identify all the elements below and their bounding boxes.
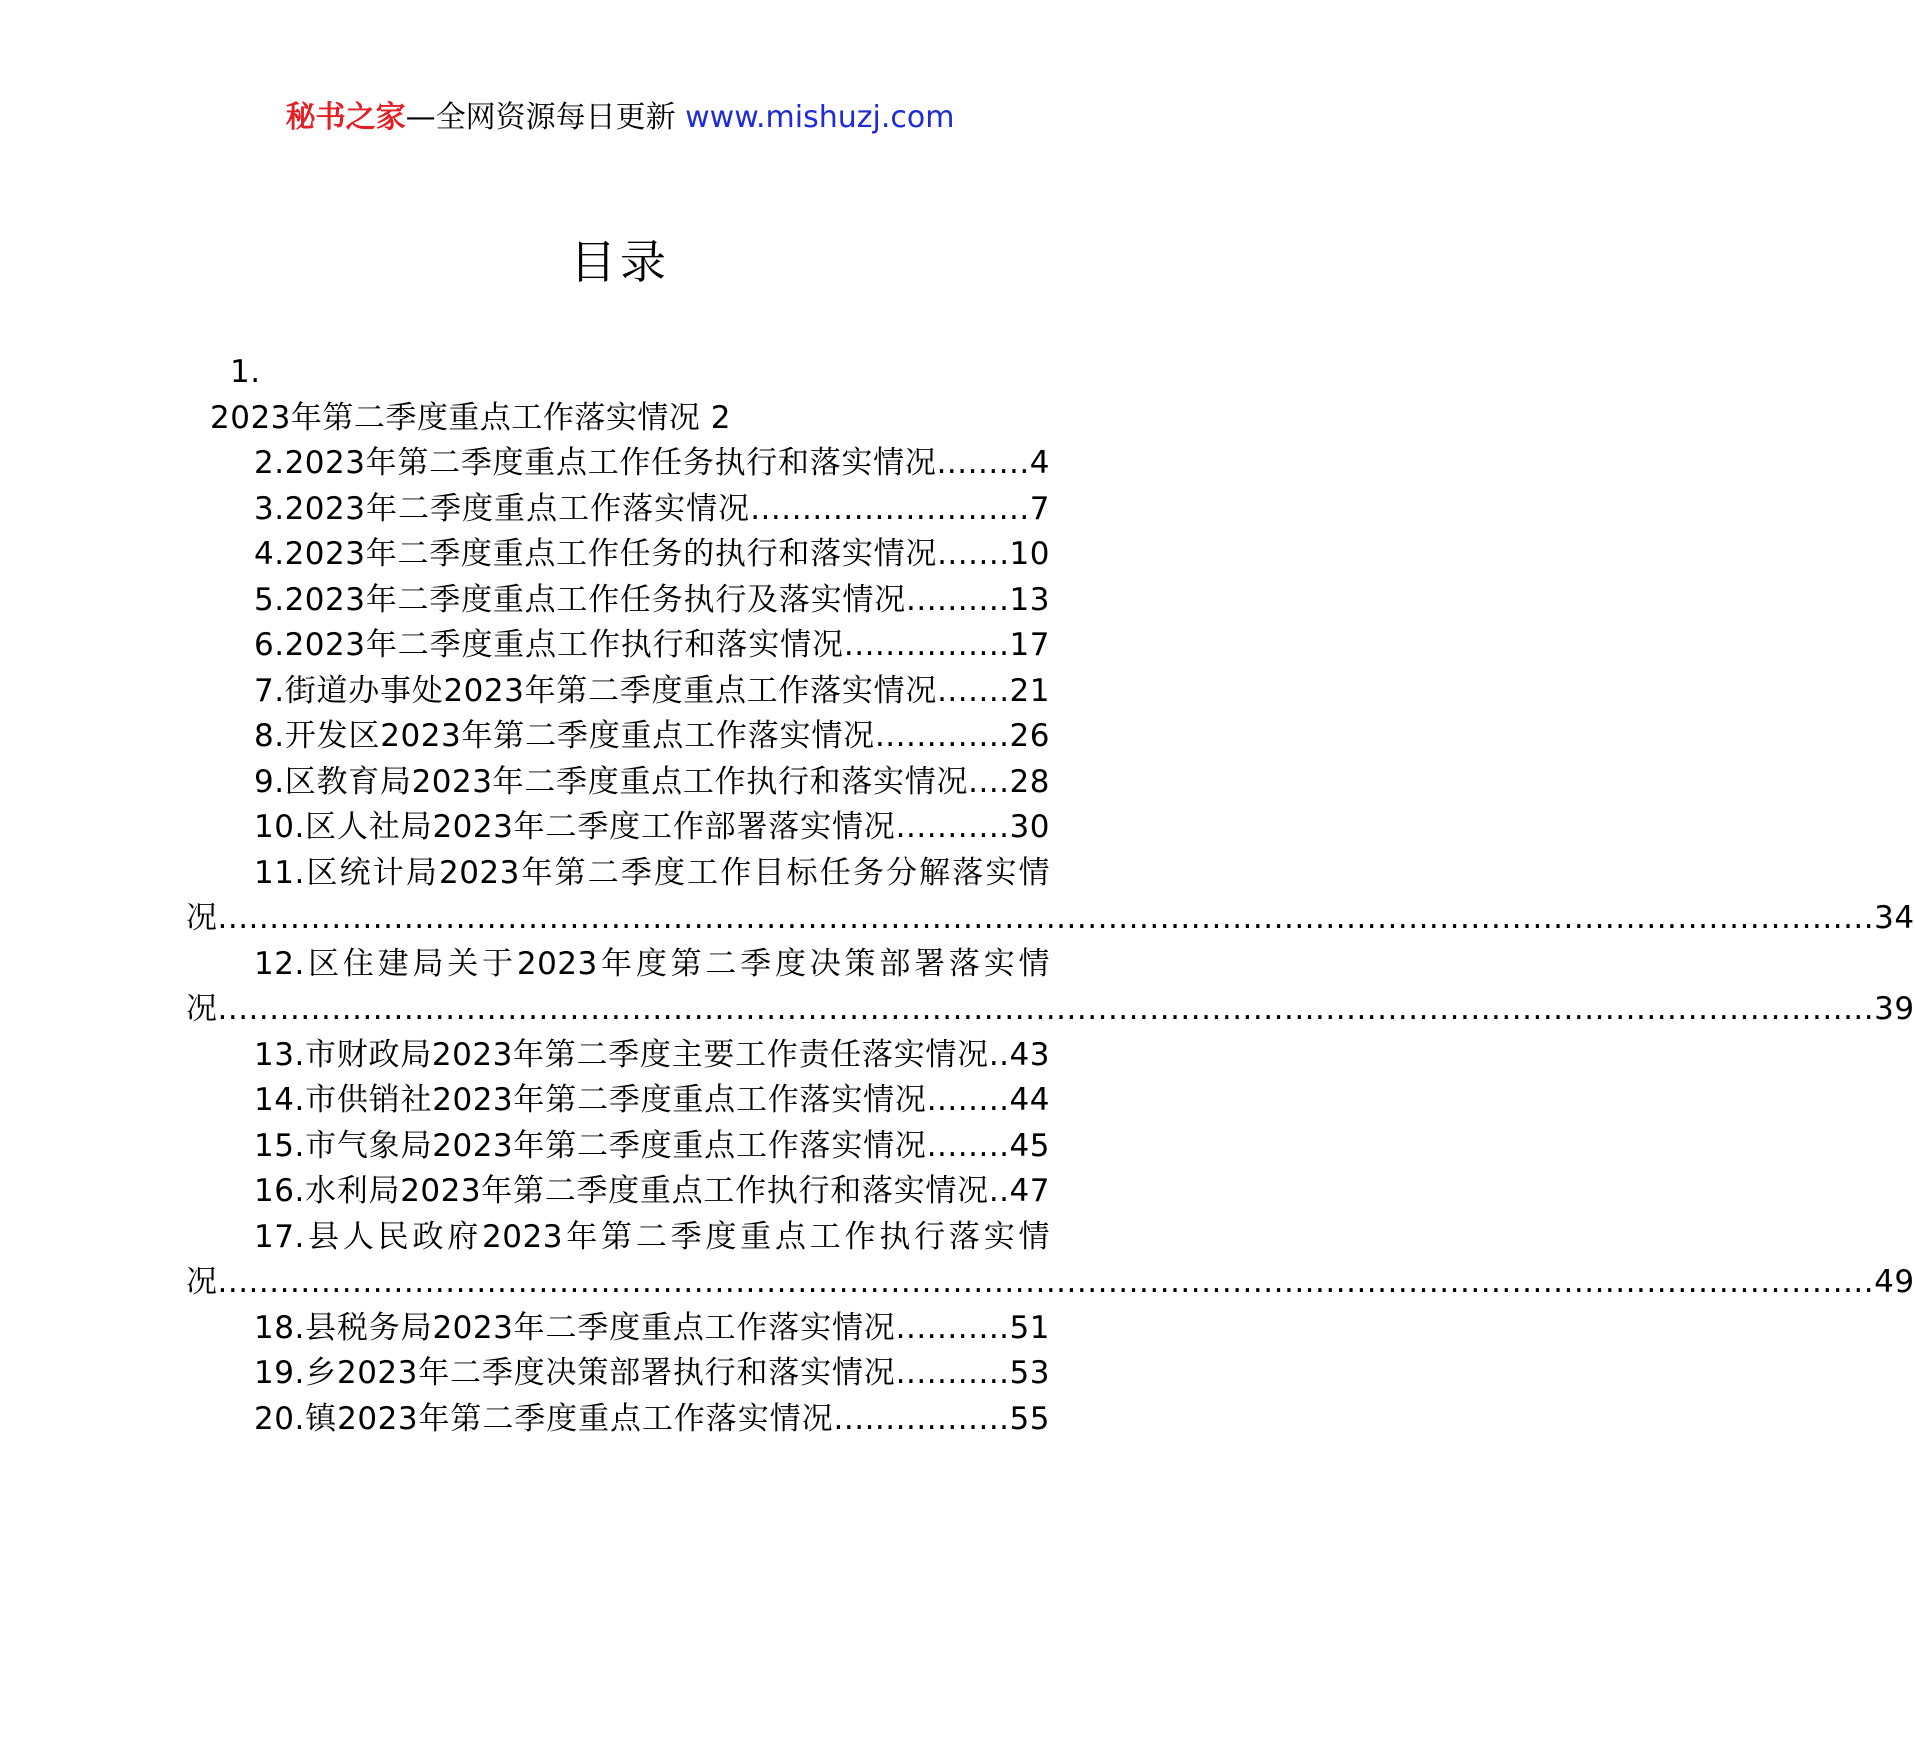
toc-entry-title: 开发区2023年第二季度重点工作落实情况 — [284, 718, 875, 754]
toc-entry-page: 4 — [1029, 445, 1050, 481]
toc-entry[interactable] — [186, 1169, 1050, 1215]
toc-entry-title: 2023年二季度重点工作落实情况 — [284, 490, 751, 527]
toc-entry-number: 14. — [254, 1082, 305, 1118]
toc-entry-body — [186, 396, 1050, 442]
toc-entry[interactable] — [186, 1078, 1050, 1124]
toc-entry-page: 2 — [710, 399, 731, 436]
toc-entry-page: 10 — [1009, 536, 1050, 572]
toc-entry-title: 2023年二季度重点工作任务的执行和落实情况. — [284, 536, 948, 572]
toc-entry-title: 乡2023年二季度决策部署执行和落实情况 — [304, 1355, 896, 1391]
toc-dot-leader: ........... — [895, 1309, 1010, 1346]
toc-entry[interactable] — [186, 1397, 1050, 1443]
toc-entry-title: 2023年二季度重点工作任务执行及落实情况 — [284, 581, 906, 618]
toc-entry-number: 6. — [254, 627, 285, 663]
toc-entry-number: 18. — [254, 1309, 305, 1346]
toc-entry[interactable] — [186, 532, 1050, 578]
toc-entry-number: 12. — [254, 945, 305, 982]
table-of-contents — [186, 350, 1915, 1442]
toc-entry[interactable] — [186, 851, 1915, 942]
toc-dot-leader: .... — [968, 763, 1010, 800]
toc-dot-leader: .......... — [906, 581, 1010, 618]
toc-entry-page: 17 — [1009, 627, 1050, 663]
toc-entry-title: 区统计局2023年第二季度工作目标任务分解落实情况 — [186, 854, 1050, 936]
toc-entry-title: 2023年第二季度重点工作落实情况 — [210, 399, 701, 436]
toc-entry-number: 11. — [254, 854, 305, 891]
toc-entry[interactable] — [186, 1351, 1050, 1397]
toc-entry-page: 49 — [1874, 1264, 1915, 1300]
toc-entry-page: 26 — [1009, 718, 1050, 754]
toc-dot-leader: ...... — [947, 672, 1010, 709]
toc-entry-page: 7 — [1029, 490, 1050, 527]
brand-name: 秘书之家 — [285, 100, 406, 135]
toc-entry[interactable] — [186, 623, 1050, 669]
toc-entry-number: 13. — [254, 1036, 305, 1073]
toc-entry-title: 市供销社2023年第二季度重点工作落实情况 — [304, 1082, 927, 1118]
page-title: 目录 — [570, 235, 670, 289]
toc-dot-leader: ......... — [936, 445, 1030, 481]
toc-entry-number: 1. — [230, 354, 261, 390]
toc-dot-leader: ................................................................................................................................................................ — [217, 1264, 1875, 1300]
toc-dot-leader: ................. — [833, 1400, 1010, 1437]
toc-entry[interactable] — [186, 578, 1050, 624]
toc-dot-leader: .. — [988, 1036, 1010, 1073]
toc-entry-title: 街道办事处2023年第二季度重点工作落实情况. — [284, 672, 948, 709]
toc-entry-number: 20. — [254, 1400, 305, 1437]
toc-entry-page: 47 — [1009, 1173, 1050, 1209]
toc-entry-page: 53 — [1009, 1355, 1050, 1391]
toc-entry[interactable] — [186, 441, 1050, 487]
toc-entry-page: 34 — [1874, 900, 1915, 936]
toc-entry-number: 16. — [254, 1173, 305, 1209]
toc-entry-page: 21 — [1009, 672, 1050, 709]
toc-entry-title: 区人社局2023年二季度工作部署落实情况 — [304, 809, 896, 845]
toc-entry-number: 8. — [254, 718, 285, 754]
toc-entry-page: 44 — [1009, 1082, 1050, 1118]
toc-entry-page: 13 — [1009, 581, 1050, 618]
toc-dot-leader: ........ — [926, 1127, 1010, 1164]
toc-dot-leader: ........................... — [750, 490, 1030, 527]
toc-entry[interactable] — [186, 714, 1050, 760]
toc-dot-leader: ................................................................................................................................................................ — [217, 991, 1875, 1027]
toc-entry-page: 30 — [1009, 809, 1050, 845]
toc-entry-number: 4. — [254, 536, 285, 572]
toc-dot-leader: .. — [988, 1173, 1010, 1209]
toc-entry-title: 2023年二季度重点工作执行和落实情况 — [284, 627, 844, 663]
toc-entry-page: 43 — [1009, 1036, 1050, 1073]
toc-dot-leader: ................ — [843, 627, 1010, 663]
toc-entry-page: 51 — [1009, 1309, 1050, 1346]
toc-entry-page: 39 — [1874, 991, 1915, 1027]
toc-entry-number: 3. — [254, 490, 285, 527]
toc-entry-number: 5. — [254, 581, 285, 618]
toc-entry[interactable] — [186, 1033, 1050, 1079]
toc-entry-title: 市财政局2023年第二季度主要工作责任落实情况 — [304, 1036, 989, 1073]
toc-entry-title: 县人民政府2023年第二季度重点工作执行落实情况 — [186, 1218, 1050, 1300]
toc-entry-title: 镇2023年第二季度重点工作落实情况 — [304, 1400, 834, 1437]
toc-dot-leader: ........... — [895, 809, 1010, 845]
toc-entry-number: 2. — [254, 445, 285, 481]
toc-entry-number: 7. — [254, 672, 285, 709]
toc-entry-number: 10. — [254, 809, 305, 845]
site-url-link[interactable]: www.mishuzj.com — [685, 100, 955, 135]
toc-entry-number: 9. — [254, 763, 285, 800]
toc-dot-leader: ................................................................................................................................................................ — [217, 900, 1875, 936]
toc-dot-leader: ............. — [874, 718, 1010, 754]
site-banner — [0, 98, 1240, 138]
toc-entry[interactable] — [186, 760, 1050, 806]
toc-entry-number: 17. — [254, 1218, 305, 1255]
toc-entry[interactable] — [186, 1124, 1050, 1170]
toc-dot-leader: ...... — [947, 536, 1010, 572]
toc-entry[interactable] — [186, 350, 1050, 441]
toc-entry-title: 区教育局2023年二季度重点工作执行和落实情况 — [284, 763, 969, 800]
toc-entry[interactable] — [186, 942, 1915, 1033]
toc-entry[interactable] — [186, 1215, 1915, 1306]
toc-dot-leader: ........ — [926, 1082, 1010, 1118]
toc-dot-leader: ........... — [895, 1355, 1010, 1391]
toc-entry-title: 2023年第二季度重点工作任务执行和落实情况 — [284, 445, 937, 481]
toc-entry-title: 市气象局2023年第二季度重点工作落实情况 — [304, 1127, 927, 1164]
toc-entry-number: 15. — [254, 1127, 305, 1164]
toc-entry-title: 水利局2023年第二季度重点工作执行和落实情况 — [304, 1173, 989, 1209]
toc-entry[interactable] — [186, 805, 1050, 851]
banner-slogan: —全网资源每日更新 — [405, 100, 686, 135]
toc-entry-page: 55 — [1009, 1400, 1050, 1437]
toc-entry-number: 19. — [254, 1355, 305, 1391]
toc-entry-page: 45 — [1009, 1127, 1050, 1164]
toc-entry[interactable] — [186, 487, 1050, 533]
toc-entry[interactable] — [186, 1306, 1050, 1352]
toc-entry-page: 28 — [1009, 763, 1050, 800]
toc-entry-title: 县税务局2023年二季度重点工作落实情况 — [304, 1309, 896, 1346]
toc-entry-title: 区住建局关于2023年度第二季度决策部署落实情况 — [186, 945, 1050, 1027]
toc-entry[interactable] — [186, 669, 1050, 715]
